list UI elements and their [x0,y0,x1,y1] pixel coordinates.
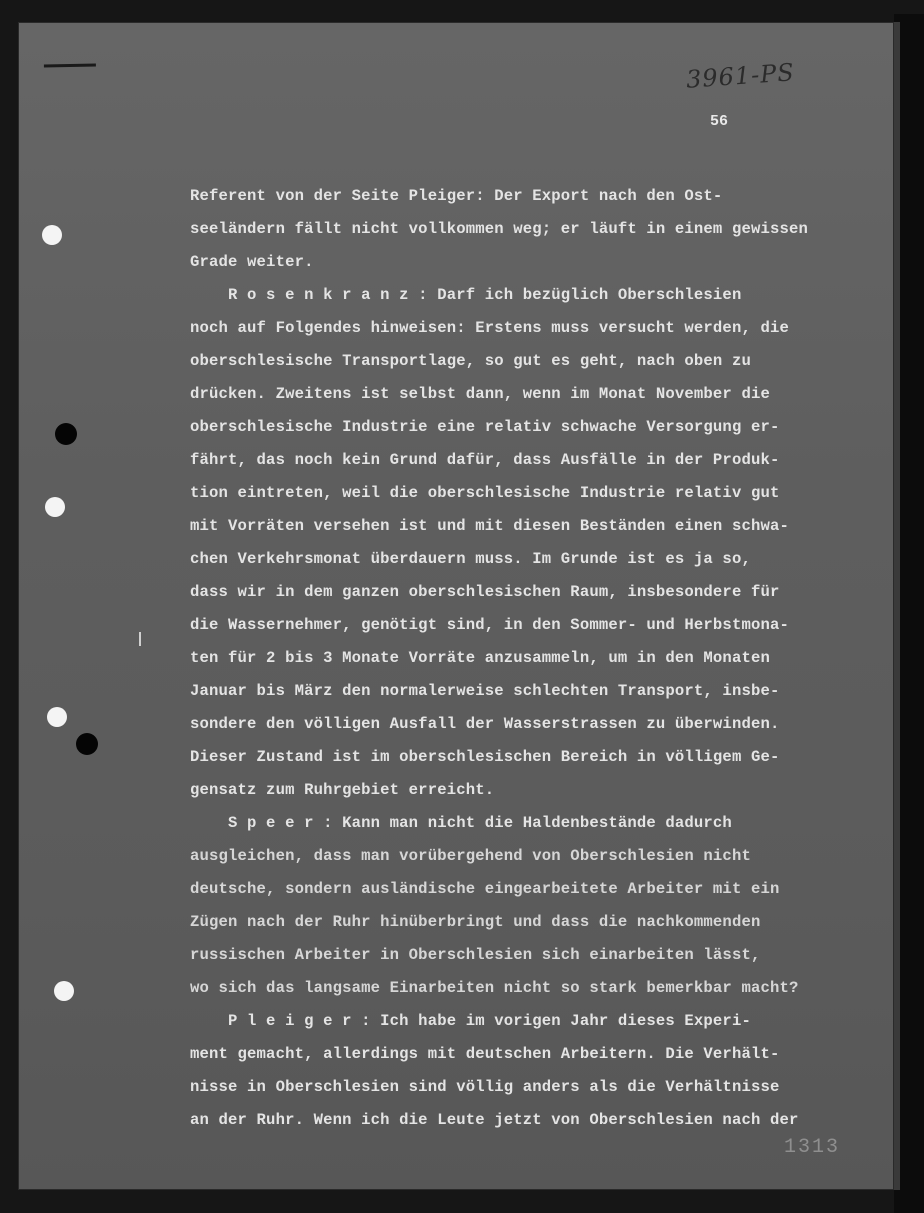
punch-hole-2 [45,497,65,517]
text-line: nisse in Oberschlesien sind völlig anders als die Verhältnisse [190,1078,780,1096]
text-line: noch auf Folgendes hinweisen: Erstens muss versucht werden, die [190,319,789,337]
punch-hole-1 [42,225,62,245]
text-line: sondere den völligen Ausfall der Wasserstrassen zu überwinden. [190,715,780,733]
punch-hole-4 [54,981,74,1001]
text-line: wo sich das langsame Einarbeiten nicht so stark bemerkbar macht? [190,979,799,997]
speaker-line-rosenkranz: R o s e n k r a n z : Darf ich bezüglich Oberschlesien [190,286,742,304]
page-number: 56 [710,113,729,130]
text-line: mit Vorräten versehen ist und mit diesen Beständen einen schwa- [190,517,789,535]
text-line: oberschlesische Industrie eine relativ schwache Versorgung er- [190,418,780,436]
pen-mark [44,64,96,78]
text-line: ten für 2 bis 3 Monate Vorräte anzusammeln, um in den Monaten [190,649,770,667]
text-line: an der Ruhr. Wenn ich die Leute jetzt von Oberschlesien nach der [190,1111,799,1129]
punch-hole-3 [47,707,67,727]
text-line: russischen Arbeiter in Oberschlesien sich einarbeiten lässt, [190,946,761,964]
typed-transcript [190,180,850,1137]
page-edge [894,22,900,1190]
text-line: chen Verkehrsmonat überdauern muss. Im Grunde ist es ja so, [190,550,751,568]
archive-stamp-number: 1313 [784,1136,841,1159]
text-line: Zügen nach der Ruhr hinüberbringt und dass die nachkommenden [190,913,761,931]
binder-hole-2 [76,733,98,755]
text-line: fährt, das noch kein Grund dafür, dass Ausfälle in der Produk- [190,451,780,469]
text-line: dass wir in dem ganzen oberschlesischen Raum, insbesondere für [190,583,780,601]
text-line: drücken. Zweitens ist selbst dann, wenn im Monat November die [190,385,770,403]
speaker-line-speer: S p e e r : Kann man nicht die Haldenbestände dadurch [190,814,732,832]
binder-hole-1 [55,423,77,445]
text-line: tion eintreten, weil die oberschlesische Industrie relativ gut [190,484,780,502]
text-line: seeländern fällt nicht vollkommen weg; er läuft in einem gewissen [190,220,809,238]
text-line: Referent von der Seite Pleiger: Der Export nach den Ost- [190,187,723,205]
text-line: deutsche, sondern ausländische eingearbeitete Arbeiter mit ein [190,880,780,898]
text-line: Grade weiter. [190,253,314,271]
handwritten-reference: 3961-PS [685,58,796,94]
text-line: Dieser Zustand ist im oberschlesischen Bereich in völligem Ge- [190,748,780,766]
text-line: die Wassernehmer, genötigt sind, in den Sommer- und Herbstmona- [190,616,789,634]
text-line: oberschlesische Transportlage, so gut es geht, nach oben zu [190,352,751,370]
text-line: ausgleichen, dass man vorübergehend von Oberschlesien nicht [190,847,751,865]
text-line: gensatz zum Ruhrgebiet erreicht. [190,781,495,799]
speaker-line-pleiger: P l e i g e r : Ich habe im vorigen Jahr dieses Experi- [190,1012,751,1030]
text-line: ment gemacht, allerdings mit deutschen Arbeitern. Die Verhält- [190,1045,780,1063]
margin-mark [139,632,141,646]
text-line: Januar bis März den normalerweise schlechten Transport, insbe- [190,682,780,700]
